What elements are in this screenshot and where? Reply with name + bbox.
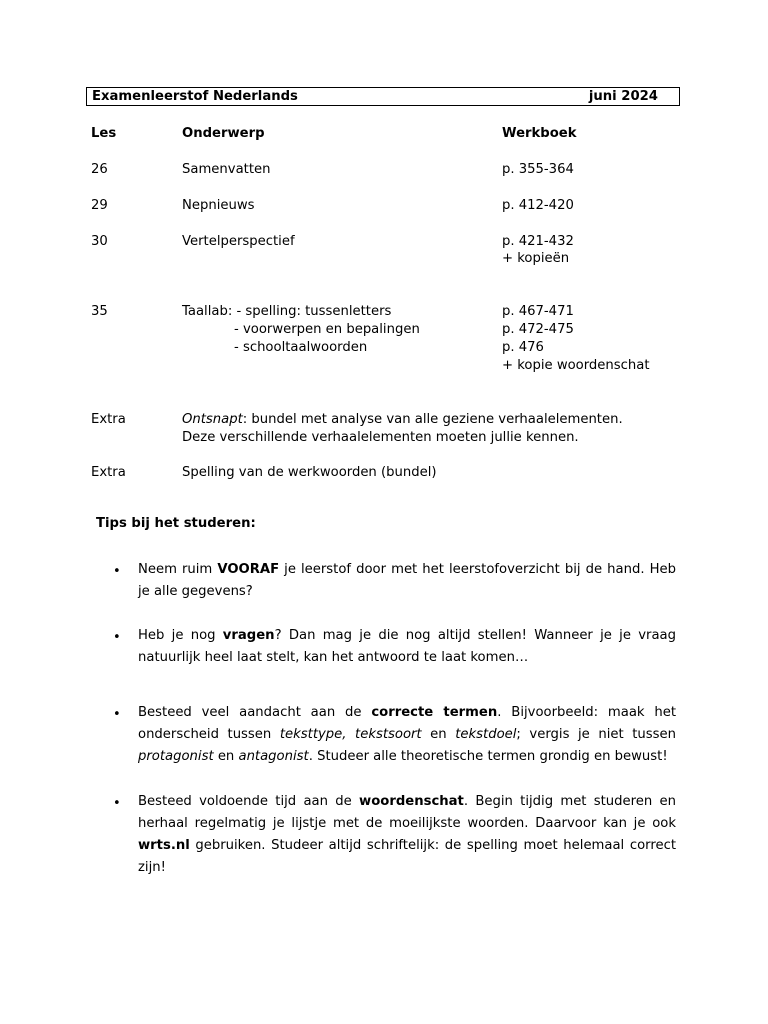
tip-item: Heb je nog vragen? Dan mag je die nog altijd stellen! Wanneer je je vraag natuurlijk heel laat stelt, kan het antwoord te laat komen…	[138, 628, 676, 665]
les-number: 29	[91, 198, 108, 213]
header-box	[86, 87, 680, 106]
bullet: •	[113, 630, 121, 645]
table-row	[0, 162, 768, 180]
onderwerp: Nepnieuws	[182, 198, 255, 213]
bullet: •	[113, 796, 121, 811]
table-row-continuation	[0, 340, 768, 358]
werkboek-extra: + kopieën	[502, 251, 570, 266]
werkboek-pages: p. 421-432	[502, 234, 574, 249]
table-row	[0, 198, 768, 216]
onderwerp: Taallab: - spelling: tussenletters	[182, 304, 392, 319]
les-label: Extra	[91, 412, 126, 427]
werkboek-pages: p. 467-471	[502, 304, 574, 319]
onderwerp: Vertelperspectief	[182, 234, 295, 249]
les-number: 35	[91, 304, 108, 319]
onderwerp-sub: - voorwerpen en bepalingen	[234, 322, 420, 337]
tip-item: Neem ruim VOORAF je leerstof door met het leerstofoverzicht bij de hand. Heb je alle gegevens?	[138, 562, 676, 599]
table-row-continuation	[0, 322, 768, 340]
les-number: 30	[91, 234, 108, 249]
bullet: •	[113, 564, 121, 579]
les-label: Extra	[91, 465, 126, 480]
extra-description	[182, 411, 652, 447]
table-header	[0, 126, 768, 144]
werkboek-pages: p. 472-475	[502, 322, 574, 337]
tips-heading: Tips bij het studeren:	[96, 516, 256, 531]
onderwerp-sub: - schooltaalwoorden	[234, 340, 368, 355]
table-row	[0, 234, 768, 252]
werkboek-pages: p. 355-364	[502, 162, 574, 177]
werkboek-pages: p. 476	[502, 340, 544, 355]
extra-row	[0, 465, 768, 483]
document-title: Examenleerstof Nederlands	[92, 89, 298, 104]
extra-text: : bundel met analyse van alle geziene verhaalelementen. Deze verschillende verhaalelementen moeten jullie kennen.	[182, 412, 623, 445]
book-title: Ontsnapt	[182, 412, 243, 427]
exam-date: juni 2024	[588, 89, 658, 104]
extra-text: Spelling van de werkwoorden (bundel)	[182, 465, 437, 480]
tip-item: Besteed voldoende tijd aan de woordenschat. Begin tijdig met studeren en herhaal regelmatig je lijstje met de moeilijkste woorden. Daarvoor kan je ook wrts.nl gebruiken. Studeer altijd schriftelijk: de spelling moet helemaal correct zijn!	[138, 794, 676, 875]
column-header-les: Les	[91, 126, 117, 141]
column-header-werkboek: Werkboek	[502, 126, 577, 141]
table-row	[0, 304, 768, 322]
table-row-continuation	[0, 251, 768, 269]
werkboek-pages: p. 412-420	[502, 198, 574, 213]
column-header-onderwerp: Onderwerp	[182, 126, 265, 141]
werkboek-extra: + kopie woordenschat	[502, 358, 650, 373]
tip-item: Besteed veel aandacht aan de correcte termen. Bijvoorbeeld: maak het onderscheid tussen teksttype, tekstsoort en tekstdoel; vergis je niet tussen protagonist en antagonist. Studeer alle theoretische termen grondig en bewust!	[138, 705, 676, 764]
les-number: 26	[91, 162, 108, 177]
table-row-continuation	[0, 358, 768, 376]
bullet: •	[113, 707, 121, 722]
onderwerp: Samenvatten	[182, 162, 271, 177]
